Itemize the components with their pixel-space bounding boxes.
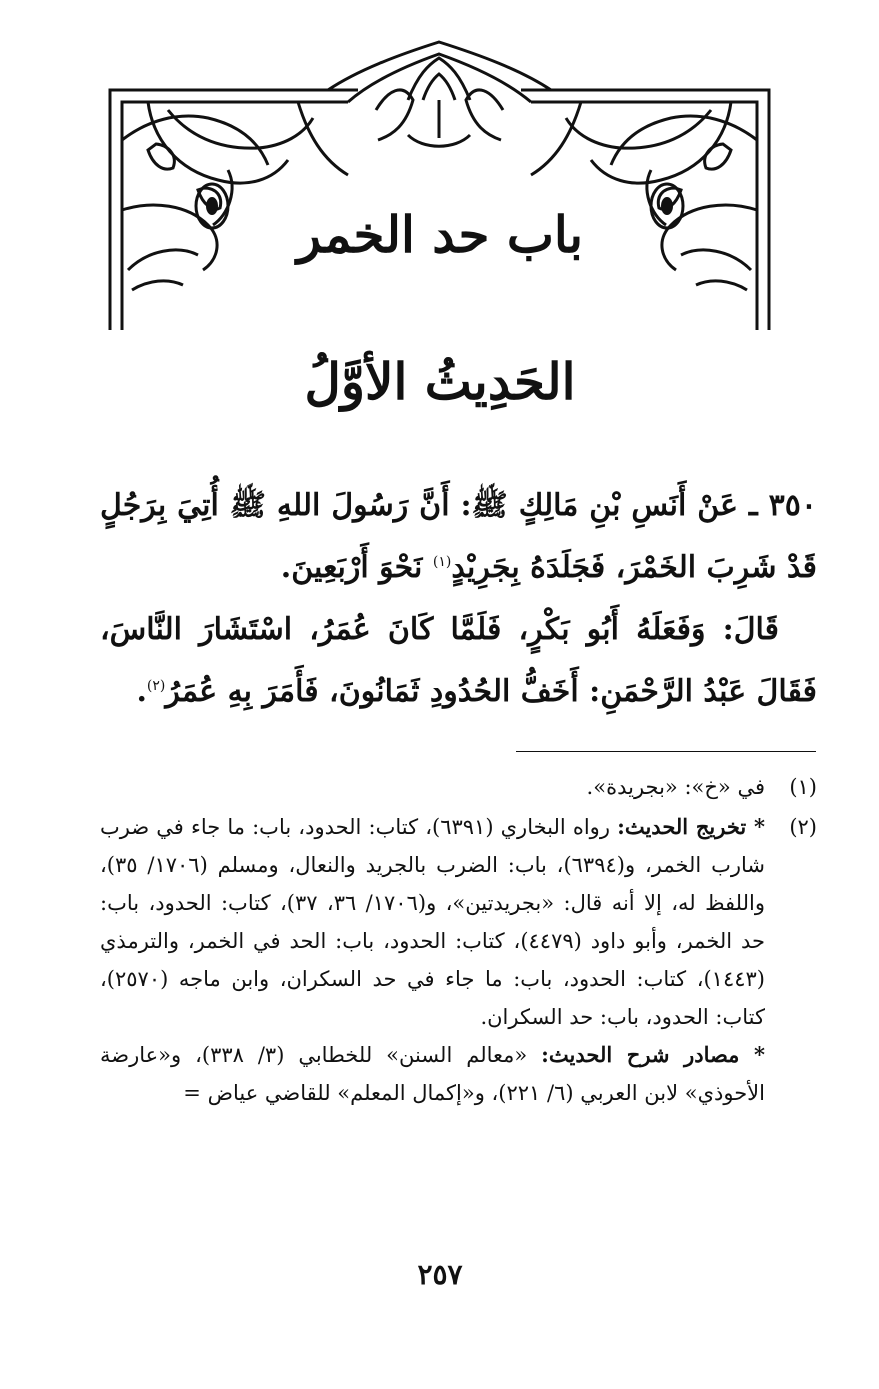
footnote-1: [100, 768, 817, 806]
arabesque-ornament-icon: [108, 40, 771, 332]
footnotes: [100, 768, 817, 1114]
takhrij-label: * تخريج الحديث:: [617, 814, 765, 839]
footnote-2-body: [100, 808, 765, 1112]
hadith-paragraph-2: [100, 602, 817, 720]
chapter-title: باب حد الخمر: [296, 205, 584, 264]
hadith-paragraph-1: [100, 478, 817, 596]
hadith-paragraph-2-text: قَالَ: وَفَعَلَهُ أَبُو بَكْرٍ، فَلَمَّا كَانَ عُمَرُ، اسْتَشَارَ النَّاسَ، فَقَالَ عَبْدُ الرَّحْمَنِ: أَخَفُّ الحُدُودِ ثَمَانُونَ، فَأَمَرَ بِهِ عُمَرُ: [100, 612, 817, 709]
hadith-paragraph-1-text: ٣٥٠ ـ عَنْ أَنَسِ بْنِ مَالِكٍ ﷺ: أَنَّ رَسُولَ اللهِ ﷺ أُتِيَ بِرَجُلٍ قَدْ شَرِبَ الخَمْرَ، فَجَلَدَهُ بِجَرِيْدٍ: [100, 488, 817, 585]
footnote-reference-1: (١): [432, 554, 452, 570]
page-number: ٢٥٧: [417, 1258, 463, 1291]
takhrij-text: رواه البخاري (٦٣٩١)، كتاب: الحدود، باب: ما جاء في ضرب شارب الخمر، و(٦٣٩٤)، باب: الضرب بالجريد والنعال، ومسلم (١٧٠٦/ ٣٥)، واللفظ له، إلا أنه قال: «بجريدتين»، و(١٧٠٦/ ٣٦، ٣٧)، كتاب: الحدود، باب: حد الخمر، وأبو داود (٤٤٧٩)، كتاب: الحدود، باب: الحد في الخمر، والترمذي (١٤٤٣)، كتاب: الحدود، باب: ما جاء في حد السكران، وابن ماجه (٢٥٧٠)، كتاب: الحدود، باب: حد السكران.: [100, 815, 765, 1029]
footnote-1-text: في «خ»: «بجريدة».: [586, 775, 765, 799]
footnote-1-number: (١): [789, 775, 817, 799]
hadith-paragraph-1-end: نَحْوَ أَرْبَعِينَ.: [280, 550, 433, 585]
footnote-2-number: (٢): [789, 815, 817, 839]
sources-paragraph: [100, 1036, 765, 1112]
ornamental-header-frame: [108, 40, 771, 332]
footnote-reference-2: (٢): [146, 678, 166, 694]
hadith-heading: الحَدِيثُ الأوَّلُ: [304, 352, 576, 411]
hadith-paragraph-2-end: .: [136, 674, 147, 709]
sources-label: * مصادر شرح الحديث:: [541, 1042, 765, 1067]
hadith-text: [100, 478, 817, 720]
takhrij-paragraph: [100, 808, 765, 1036]
footnote-2: [100, 808, 817, 1112]
footnote-divider: [516, 751, 816, 752]
sources-text: «معالم السنن» للخطابي (٣/ ٣٣٨)، و«عارضة الأحوذي» لابن العربي (٦/ ٢٢١)، و«إكمال المعلم» للقاضي عياض =: [100, 1043, 765, 1105]
